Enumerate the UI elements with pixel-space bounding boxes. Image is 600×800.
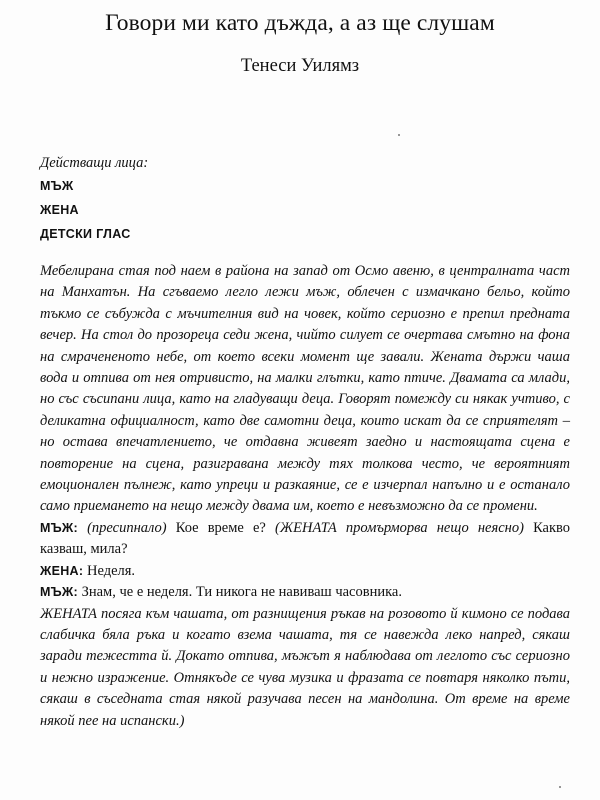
spoken-text: Знам, че е неделя. Ти никога не навиваш часовника. (81, 584, 402, 601)
spoken-text: Какво казваш, мила? (40, 519, 571, 558)
speaker-label: МЪЖ: (40, 520, 78, 535)
author-name: Тенеси Уилямз (240, 56, 360, 76)
play-text (40, 261, 570, 732)
cast-heading: Действащи лица: (40, 155, 149, 171)
cast-member: ЖЕНА (40, 203, 79, 217)
stage-direction: (ЖЕНАТА промърморва нещо неясно) (275, 519, 524, 536)
scan-speck (398, 134, 400, 136)
cast-list (40, 176, 131, 248)
dialogue-line (40, 518, 570, 561)
play-title: Говори ми като дъжда, а аз ще слушам (105, 10, 495, 36)
stage-direction: (пресипнало) (87, 519, 167, 536)
speaker-label: ЖЕНА: (40, 563, 84, 578)
dialogue-line (40, 561, 570, 582)
scan-speck (559, 786, 561, 788)
cast-member: МЪЖ (40, 179, 74, 193)
cast-member: ДЕТСКИ ГЛАС (40, 227, 131, 241)
speaker-label: МЪЖ: (40, 585, 78, 600)
spoken-text: Неделя. (86, 562, 136, 579)
dialogue-line (40, 582, 570, 603)
closing-stage-direction: ЖЕНАТА посяга към чашата, от разнищения ръкав на розовото й кимоно се подава слабичка бяла ръка и когато взема чашата, тя се навежда леко напред, сякаш заради тежестта й. Докато отпива, мъжът я наблюдава от леглото със сериозно и нежно изражение. Отнякъде се чува музика и фразата се повтаря няколко пъти, сякаш в съседната стая някой разучава песен на мандолина. От време на време някой пее на испански.) (40, 605, 570, 729)
opening-stage-direction: Мебелирана стая под наем в района на запад от Осмо авеню, в централната част на Манхатън. На сгъваемо легло лежи мъж, облечен с измачкано бельо, който тъкмо се събужда с мъчителния вид на човек, който сериозно е препил предната вечер. На стол до прозореца седи жена, чийто силует се очертава смътно на фона на смрачененото небе, от което всеки момент ще завали. Жената държи чаша вода и отпива от нея отривисто, на малки глътки, като птиче. Двамата са млади, но със съсипани лица, като на гладуващи деца. Говорят помежду си някак учтиво, с деликатна официалност, като две самотни деца, които искат да се сприятелят – но остава впечатлението, че отдавна живеят заедно и настоящата сцена е повторение на сцена, разигравана между тях толкова често, че вероятният емоционален пълнеж, като упреци и разкаяние, се е изчерпал напълно и е останало само приемането на нещо между двама им, което е невъзможно да се промени. (40, 263, 570, 515)
spoken-text: Кое време е? (175, 519, 266, 536)
